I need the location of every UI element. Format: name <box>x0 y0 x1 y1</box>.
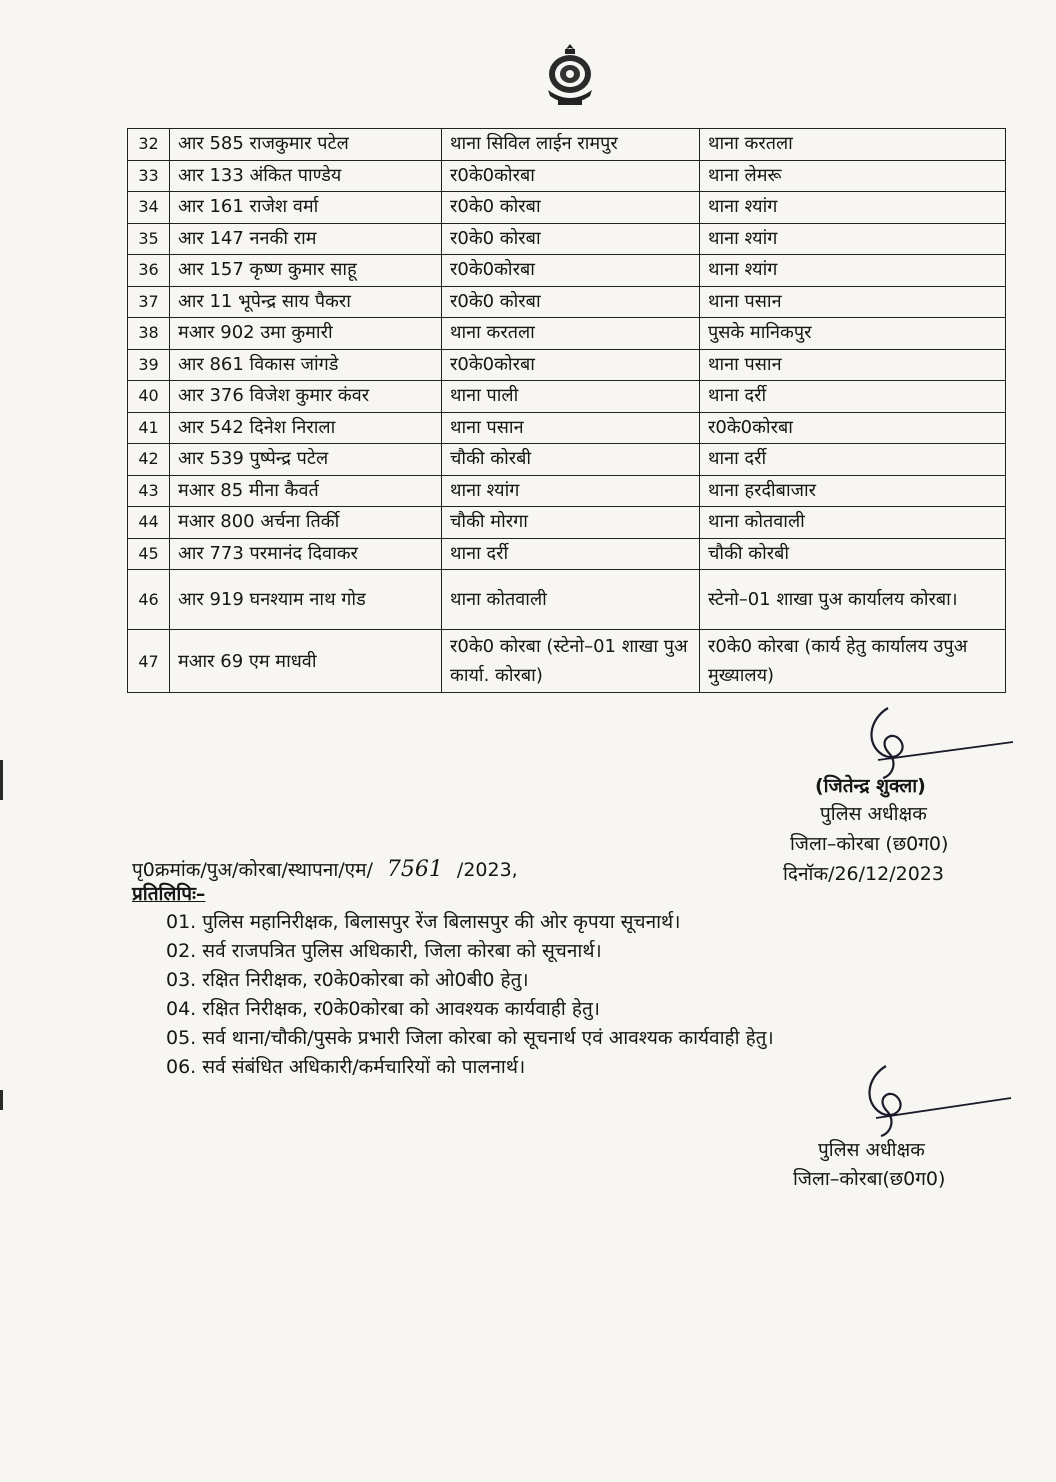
reference-suffix: /2023, <box>456 859 518 881</box>
reference-prefix: पृ0क्रमांक/पुअ/कोरबा/स्थापना/एम/ <box>132 859 373 881</box>
copy-to-heading: प्रतिलिपिः– <box>132 883 206 905</box>
serial-number-cell: 38 <box>128 318 170 350</box>
scan-edge-mark <box>0 1090 3 1110</box>
employee-name-cell: आर 773 परमानंद दिवाकर <box>170 538 442 570</box>
to-posting-cell: थाना लेमरू <box>700 160 1006 192</box>
from-posting-cell: थाना पाली <box>442 381 700 413</box>
table-row <box>128 630 1006 693</box>
employee-name-cell: मआर 902 उमा कुमारी <box>170 318 442 350</box>
table-row <box>128 570 1006 630</box>
table-row <box>128 286 1006 318</box>
employee-name-cell: आर 133 अंकित पाण्डेय <box>170 160 442 192</box>
from-posting-cell: थाना दर्री <box>442 538 700 570</box>
scan-edge-mark <box>0 760 3 800</box>
from-posting-cell: थाना करतला <box>442 318 700 350</box>
employee-name-cell: आर 376 विजेश कुमार कंवर <box>170 381 442 413</box>
to-posting-cell: थाना दर्री <box>700 444 1006 476</box>
employee-name-cell: आर 539 पुष्पेन्द्र पटेल <box>170 444 442 476</box>
signatory2-district: जिला–कोरबा(छ0ग0) <box>793 1168 946 1190</box>
to-posting-cell: थाना पसान <box>700 349 1006 381</box>
table-row <box>128 475 1006 507</box>
from-posting-cell: र0के0 कोरबा <box>442 223 700 255</box>
police-emblem <box>540 40 600 112</box>
reference-number-line <box>132 856 518 882</box>
signatory2-designation: पुलिस अधीक्षक <box>818 1139 925 1161</box>
employee-name-cell: मआर 800 अर्चना तिर्की <box>170 507 442 539</box>
serial-number-cell: 33 <box>128 160 170 192</box>
copy-to-item: 06. सर्व संबंधित अधिकारी/कर्मचारियों को पालनार्थ। <box>166 1056 526 1078</box>
serial-number-cell: 41 <box>128 412 170 444</box>
copy-to-item: 04. रक्षित निरीक्षक, र0के0कोरबा को आवश्यक कार्यवाही हेतु। <box>166 998 600 1020</box>
table-row <box>128 192 1006 224</box>
table-row <box>128 349 1006 381</box>
to-posting-cell: थाना श्यांग <box>700 192 1006 224</box>
table-row <box>128 255 1006 287</box>
to-posting-cell: र0के0 कोरबा (कार्य हेतु कार्यालय उपुअ मुख्यालय) <box>700 630 1006 693</box>
employee-name-cell: आर 157 कृष्ण कुमार साहू <box>170 255 442 287</box>
employee-name-cell: आर 161 राजेश वर्मा <box>170 192 442 224</box>
table-row <box>128 160 1006 192</box>
from-posting-cell: थाना सिविल लाईन रामपुर <box>442 129 700 161</box>
transfer-table-body <box>128 129 1006 693</box>
to-posting-cell: थाना श्यांग <box>700 255 1006 287</box>
to-posting-cell: र0के0कोरबा <box>700 412 1006 444</box>
transfer-table <box>127 128 1006 693</box>
serial-number-cell: 47 <box>128 630 170 693</box>
table-row <box>128 129 1006 161</box>
employee-name-cell: आर 542 दिनेश निराला <box>170 412 442 444</box>
table-row <box>128 223 1006 255</box>
to-posting-cell: थाना कोतवाली <box>700 507 1006 539</box>
serial-number-cell: 32 <box>128 129 170 161</box>
copy-to-item: 05. सर्व थाना/चौकी/पुसके प्रभारी जिला कोरबा को सूचनार्थ एवं आवश्यक कार्यवाही हेतु। <box>166 1027 774 1049</box>
to-posting-cell: थाना दर्री <box>700 381 1006 413</box>
from-posting-cell: र0के0 कोरबा (स्टेनो–01 शाखा पुअ कार्या. कोरबा) <box>442 630 700 693</box>
employee-name-cell: आर 147 ननकी राम <box>170 223 442 255</box>
employee-name-cell: आर 919 घनश्याम नाथ गोड <box>170 570 442 630</box>
issue-date: दिनॉक/26/12/2023 <box>783 863 944 885</box>
employee-name-cell: मआर 69 एम माधवी <box>170 630 442 693</box>
serial-number-cell: 39 <box>128 349 170 381</box>
to-posting-cell: पुसके मानिकपुर <box>700 318 1006 350</box>
reference-number: 7561 <box>386 857 443 882</box>
serial-number-cell: 45 <box>128 538 170 570</box>
employee-name-cell: मआर 85 मीना कैवर्त <box>170 475 442 507</box>
table-row <box>128 444 1006 476</box>
serial-number-cell: 44 <box>128 507 170 539</box>
from-posting-cell: र0के0कोरबा <box>442 160 700 192</box>
from-posting-cell: चौकी कोरबी <box>442 444 700 476</box>
from-posting-cell: थाना श्यांग <box>442 475 700 507</box>
table-row <box>128 507 1006 539</box>
table-row <box>128 318 1006 350</box>
table-row <box>128 381 1006 413</box>
from-posting-cell: र0के0कोरबा <box>442 349 700 381</box>
from-posting-cell: थाना पसान <box>442 412 700 444</box>
serial-number-cell: 35 <box>128 223 170 255</box>
serial-number-cell: 34 <box>128 192 170 224</box>
from-posting-cell: र0के0 कोरबा <box>442 286 700 318</box>
table-row <box>128 538 1006 570</box>
to-posting-cell: चौकी कोरबी <box>700 538 1006 570</box>
from-posting-cell: र0के0कोरबा <box>442 255 700 287</box>
copy-to-list <box>166 908 774 1082</box>
signatory-district: जिला–कोरबा (छ0ग0) <box>790 833 949 855</box>
to-posting-cell: थाना करतला <box>700 129 1006 161</box>
serial-number-cell: 42 <box>128 444 170 476</box>
copy-to-item: 01. पुलिस महानिरीक्षक, बिलासपुर रेंज बिलासपुर की ओर कृपया सूचनार्थ। <box>166 911 681 933</box>
to-posting-cell: थाना हरदीबाजार <box>700 475 1006 507</box>
from-posting-cell: र0के0 कोरबा <box>442 192 700 224</box>
serial-number-cell: 46 <box>128 570 170 630</box>
employee-name-cell: आर 585 राजकुमार पटेल <box>170 129 442 161</box>
copy-to-item: 02. सर्व राजपत्रित पुलिस अधिकारी, जिला कोरबा को सूचनार्थ। <box>166 940 602 962</box>
copy-to-item: 03. रक्षित निरीक्षक, र0के0कोरबा को ओ0बी0 हेतु। <box>166 969 529 991</box>
serial-number-cell: 36 <box>128 255 170 287</box>
table-row <box>128 412 1006 444</box>
to-posting-cell: थाना पसान <box>700 286 1006 318</box>
signatory-designation: पुलिस अधीक्षक <box>820 803 927 825</box>
employee-name-cell: आर 861 विकास जांगडे <box>170 349 442 381</box>
to-posting-cell: थाना श्यांग <box>700 223 1006 255</box>
to-posting-cell: स्टेनो–01 शाखा पुअ कार्यालय कोरबा। <box>700 570 1006 630</box>
signatory-name: (जितेन्द्र शुक्ला) <box>815 775 926 797</box>
from-posting-cell: थाना कोतवाली <box>442 570 700 630</box>
serial-number-cell: 43 <box>128 475 170 507</box>
serial-number-cell: 40 <box>128 381 170 413</box>
signature <box>848 700 1018 780</box>
from-posting-cell: चौकी मोरगा <box>442 507 700 539</box>
employee-name-cell: आर 11 भूपेन्द्र साय पैकरा <box>170 286 442 318</box>
serial-number-cell: 37 <box>128 286 170 318</box>
signature <box>846 1058 1016 1138</box>
